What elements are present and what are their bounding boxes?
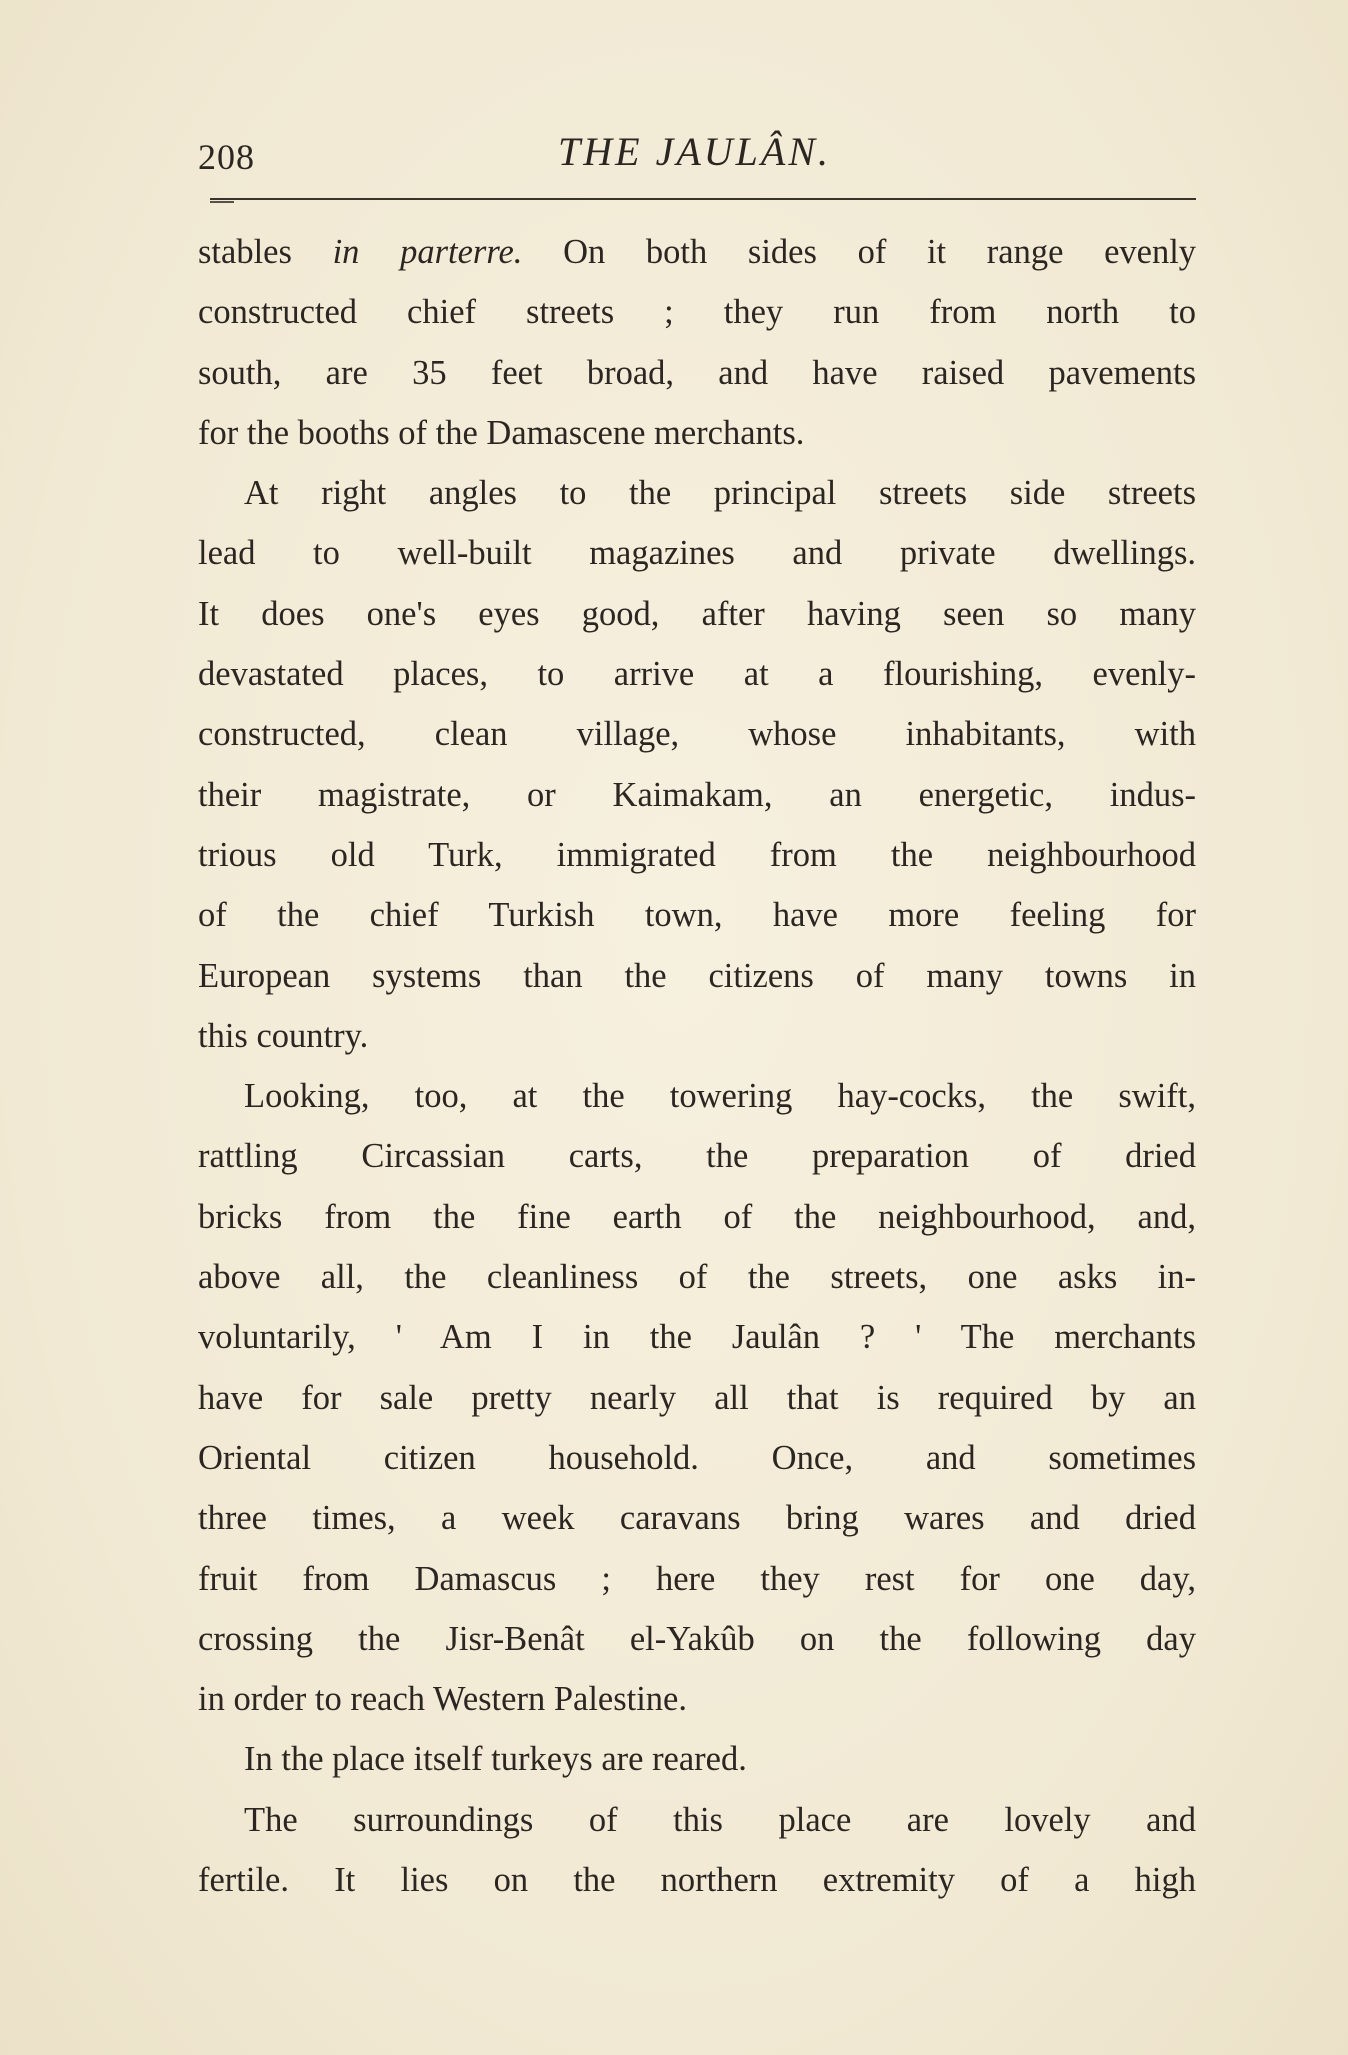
page-number: 208 <box>198 137 255 177</box>
text-line: crossing the Jisr-Benât el-Yakûb on the following day <box>198 1619 1196 1658</box>
text-line: in order to reach Western Palestine. <box>198 1680 687 1719</box>
paragraph-start-line: The surroundings of this place are lovely and <box>244 1800 1196 1839</box>
header-rule <box>210 198 1196 200</box>
text-line: constructed chief streets ; they run from north to <box>198 293 1196 332</box>
paragraph-start-line: At right angles to the principal streets side streets <box>244 474 1196 513</box>
text-line <box>198 222 1196 282</box>
text-line: fertile. It lies on the northern extremity of a high <box>198 1861 1196 1900</box>
text-line: south, are 35 feet broad, and have raised pavements <box>198 353 1196 392</box>
text-line: bricks from the fine earth of the neighbourhood, and, <box>198 1197 1196 1236</box>
text-line: trious old Turk, immigrated from the neighbourhood <box>198 835 1196 874</box>
text-run: On both sides of it range evenly <box>563 233 1197 271</box>
text-line: rattling Circassian carts, the preparation of dried <box>198 1137 1196 1176</box>
paragraph-start-line: Looking, too, at the towering hay-cocks, the swift, <box>244 1077 1196 1116</box>
text-line: above all, the cleanliness of the streets, one asks in- <box>198 1258 1196 1297</box>
running-title: THE JAULÂN. <box>558 129 831 174</box>
text-line: European systems than the citizens of many towns in <box>198 956 1196 995</box>
text-line: Oriental citizen household. Once, and sometimes <box>198 1438 1196 1477</box>
italic-phrase: in parterre. <box>332 233 523 271</box>
text-line: three times, a week caravans bring wares and dried <box>198 1499 1196 1538</box>
text-line: devastated places, to arrive at a flourishing, evenly- <box>198 655 1196 694</box>
paragraph-start-line: In the place itself turkeys are reared. <box>244 1740 747 1779</box>
text-line: this country. <box>198 1016 369 1055</box>
text-line: fruit from Damascus ; here they rest for one day, <box>198 1559 1196 1598</box>
body-text <box>198 222 1196 1910</box>
text-line: voluntarily, ' Am I in the Jaulân ? ' The merchants <box>198 1318 1196 1357</box>
header-rule-tick <box>210 201 234 203</box>
text-line: their magistrate, or Kaimakam, an energetic, indus- <box>198 775 1196 814</box>
text-line: It does one's eyes good, after having seen so many <box>198 594 1196 633</box>
text-line: of the chief Turkish town, have more feeling for <box>198 896 1196 935</box>
page-header <box>198 128 1198 178</box>
text-line: lead to well-built magazines and private dwellings. <box>198 534 1196 573</box>
text-line: have for sale pretty nearly all that is required by an <box>198 1378 1196 1417</box>
text-line: for the booths of the Damascene merchants. <box>198 413 805 452</box>
text-run: stables <box>198 233 292 271</box>
text-line: constructed, clean village, whose inhabitants, with <box>198 715 1196 754</box>
